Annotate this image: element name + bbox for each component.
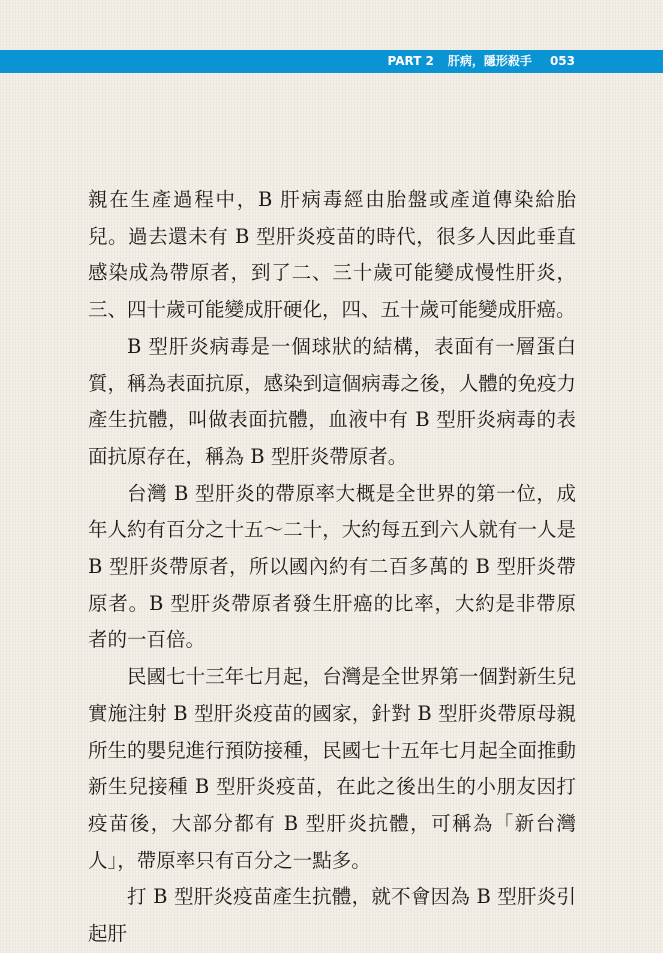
paragraph-3: 台灣 B 型肝炎的帶原率大概是全世界的第一位，成年人約有百分之十五～二十，大約每五到六人就有一人是 B 型肝炎帶原者，所以國內約有二百多萬的 B 型肝炎帶原者。B 型肝炎帶原者發生肝癌的比率，大約是非帶原者的一百倍。 — [88, 481, 576, 652]
paragraph-2: B 型肝炎病毒是一個球狀的結構，表面有一層蛋白質，稱為表面抗原，感染到這個病毒之後，人體的免疫力產生抗體，叫做表面抗體，血液中有 B 型肝炎病毒的表面抗原存在，稱為 B 型肝炎帶原者。 — [88, 334, 576, 468]
paragraph-4: 民國七十三年七月起，台灣是全世界第一個對新生兒實施注射 B 型肝炎疫苗的國家，針對 B 型肝炎帶原母親所生的嬰兒進行預防接種，民國七十五年七月起全面推動新生兒接種 B 型肝炎疫苗，在此之後出生的小朋友因打疫苗後，大部分都有 B 型肝炎抗體，可稱為「新台灣人」，帶原率只有百分之一點多。 — [88, 665, 576, 872]
paragraph-5: 打 B 型肝炎疫苗產生抗體，就不會因為 B 型肝炎引起肝 — [88, 885, 576, 946]
paragraph-1: 親在生產過程中，B 肝病毒經由胎盤或產道傳染給胎兒。過去還未有 B 型肝炎疫苗的時代，很多人因此垂直感染成為帶原者，到了二、三十歲可能變成慢性肝炎，三、四十歲可能變成肝硬化，四、五十歲可能變成肝癌。 — [88, 188, 576, 322]
part-label: PART 2 — [387, 54, 434, 68]
running-header — [0, 50, 663, 73]
page-number: 053 — [549, 54, 575, 68]
chapter-title: 肝病，隱形殺手 — [447, 54, 532, 68]
body-text — [88, 182, 576, 953]
running-header-text — [388, 50, 575, 73]
